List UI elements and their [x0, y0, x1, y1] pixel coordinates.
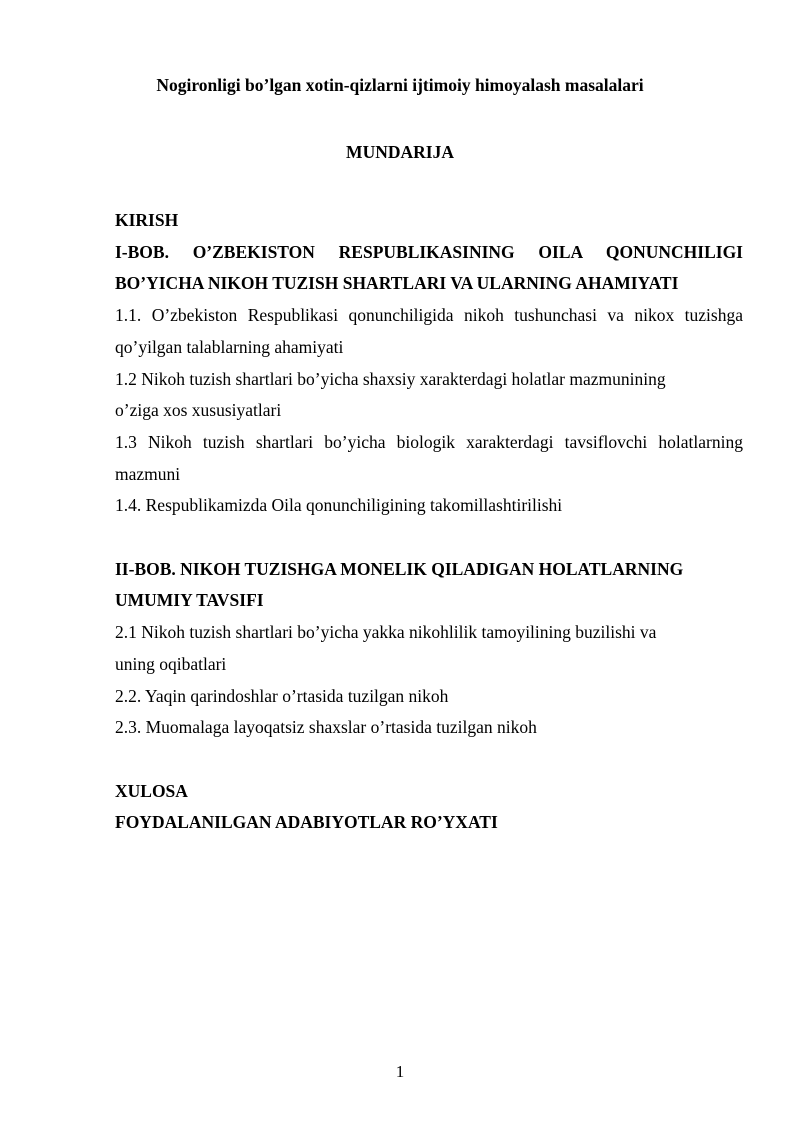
- section-1-4-line-1: 1.4. Respublikamizda Oila qonunchiligining takomillashtirilishi: [115, 495, 563, 516]
- page-number: 1: [395, 1062, 405, 1081]
- toc-entry-section-1-2: [115, 364, 743, 427]
- chapter-2-title-line-2: UMUMIY TAVSIFI: [115, 590, 264, 611]
- section-2-2-line-1: 2.2. Yaqin qarindoshlar o’rtasida tuzilgan nikoh: [115, 685, 449, 706]
- document-title: Nogironligi bo’lgan xotin-qizlarni ijtimoiy himoyalash masalalari: [156, 75, 644, 95]
- chapter-1-title-line-2: BO’YICHA NIKOH TUZISH SHARTLARI VA ULARNING AHAMIYATI: [115, 273, 679, 294]
- toc-entry-section-1-1: [115, 300, 743, 363]
- toc-entry-chapter-1: [115, 237, 743, 300]
- toc-entry-conclusion-text: XULOSA: [115, 780, 188, 801]
- section-1-3-line-2: mazmuni: [115, 463, 181, 484]
- toc-entry-intro: [115, 205, 743, 237]
- toc-entry-conclusion: [115, 776, 743, 808]
- toc-entry-section-2-3: [115, 712, 743, 744]
- toc-entry-section-2-2: [115, 681, 743, 713]
- chapter-2-title-line-1: II-BOB. NIKOH TUZISHGA MONELIK QILADIGAN HOLATLARNING: [115, 558, 684, 579]
- section-2-3-line-1: 2.3. Muomalaga layoqatsiz shaxslar o’rtasida tuzilgan nikoh: [115, 717, 537, 738]
- section-1-3-line-1: 1.3 Nikoh tuzish shartlari bo’yicha biologik xarakterdagi tavsiflovchi holatlarning: [115, 431, 743, 452]
- section-2-1-line-2: uning oqibatlari: [115, 653, 227, 674]
- section-1-2-line-1: 1.2 Nikoh tuzish shartlari bo’yicha shaxsiy xarakterdagi holatlar mazmunining: [115, 368, 666, 389]
- toc-entry-chapter-2: [115, 554, 743, 617]
- toc-entry-references-text: FOYDALANILGAN ADABIYOTLAR RO’YXATI: [115, 812, 498, 833]
- chapter-1-title-line-1: I-BOB. O’ZBEKISTON RESPUBLIKASINING OILA QONUNCHILIGI: [115, 241, 743, 262]
- section-1-1-line-1: 1.1. O’zbekiston Respublikasi qonunchiligida nikoh tushunchasi va nikox tuzishga: [115, 305, 743, 326]
- table-of-contents: [115, 205, 743, 839]
- toc-entry-intro-text: KIRISH: [115, 210, 179, 230]
- toc-entry-section-2-1: [115, 617, 743, 680]
- section-2-1-line-1: 2.1 Nikoh tuzish shartlari bo’yicha yakka nikohlilik tamoyilining buzilishi va: [115, 622, 657, 643]
- section-1-1-line-2: qo’yilgan talablarning ahamiyati: [115, 336, 344, 357]
- toc-spacer: [115, 744, 743, 776]
- toc-entry-section-1-4: [115, 490, 743, 522]
- toc-heading: MUNDARIJA: [346, 142, 454, 162]
- toc-spacer: [115, 522, 743, 554]
- toc-entry-section-1-3: [115, 427, 743, 490]
- section-1-2-line-2: o’ziga xos xususiyatlari: [115, 400, 282, 421]
- toc-entry-references: [115, 807, 743, 839]
